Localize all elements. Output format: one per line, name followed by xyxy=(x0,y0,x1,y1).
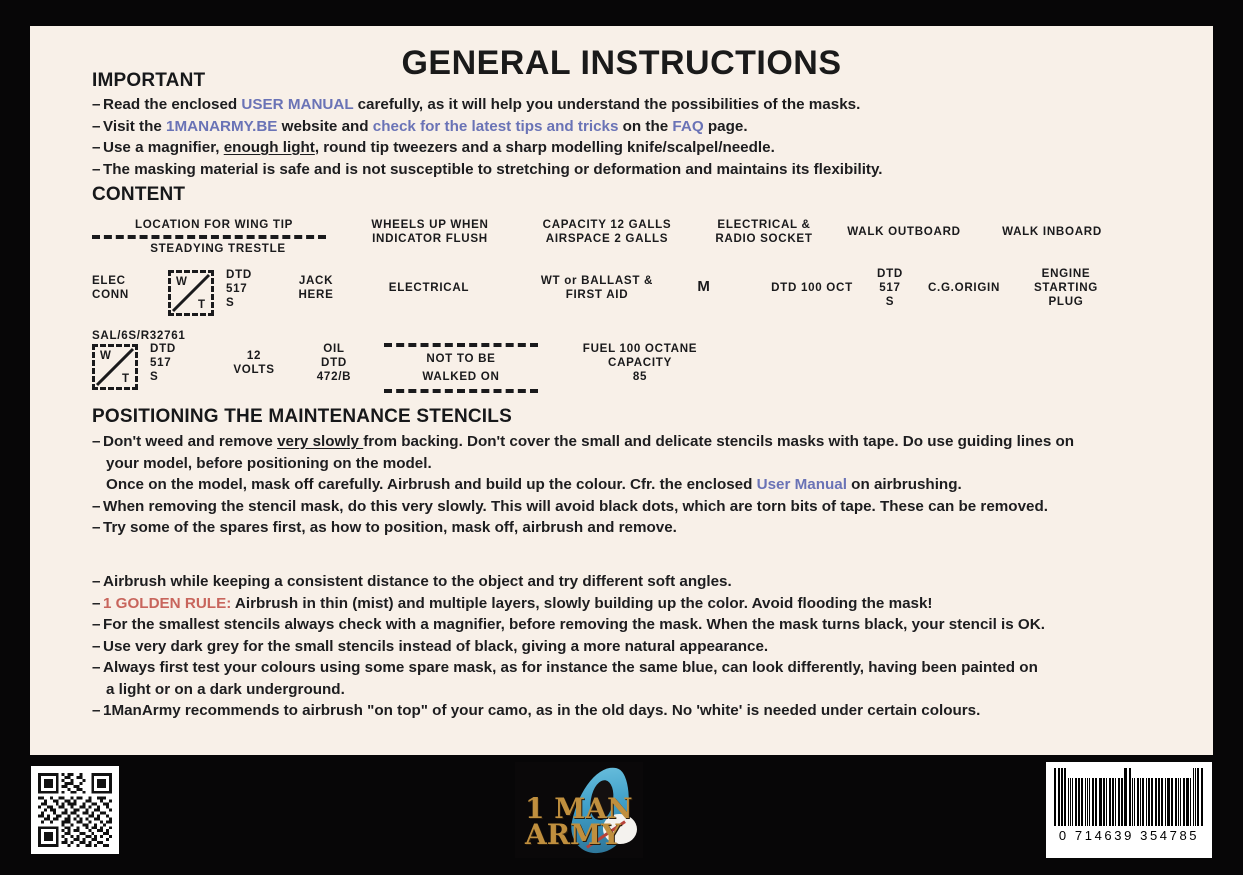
stencil-wt-symbol-row3 xyxy=(92,344,138,390)
instruction-line xyxy=(92,571,1045,593)
stencil-fuel-l1: FUEL 100 OCTANE xyxy=(582,342,698,355)
barcode-bar xyxy=(1171,778,1173,826)
instruction-line xyxy=(92,94,883,116)
wt-diagonal-icon xyxy=(168,270,214,316)
barcode-bar xyxy=(1075,778,1078,826)
text-plain: For the smallest stencils always check with a magnifier, before removing the mask. When the mask turns black, your stencil is OK. xyxy=(103,616,1045,633)
barcode-bar xyxy=(1068,778,1069,826)
bullet-dash-icon: – xyxy=(92,573,101,590)
instruction-line xyxy=(92,657,1045,679)
barcode-bar xyxy=(1087,778,1088,826)
text-plain: carefully, as it will help you understand the possibilities of the masks. xyxy=(353,96,861,113)
stencil-12-volts-l1: 12 xyxy=(246,349,262,362)
bullet-dash-icon: – xyxy=(92,96,101,113)
instruction-line xyxy=(92,679,1045,701)
barcode-bar xyxy=(1132,778,1133,826)
stencil-engine-plug-l3: PLUG xyxy=(1048,295,1084,308)
bullet-dash-icon: – xyxy=(92,160,101,178)
important-lines xyxy=(92,94,883,180)
stencil-walk-inboard: WALK INBOARD xyxy=(1002,225,1102,238)
barcode-bar xyxy=(1158,778,1160,826)
stencil-wheels-up-line1: WHEELS UP WHEN xyxy=(371,218,489,231)
stencil-engine-plug-l2: STARTING xyxy=(1034,281,1098,294)
stencil-electrical: ELECTRICAL xyxy=(388,281,470,294)
barcode-bar xyxy=(1180,778,1181,826)
bullet-dash-icon: – xyxy=(92,117,101,135)
stencil-jack-here-l1: JACK xyxy=(298,274,334,287)
stencil-dtd517s-row3-l3: S xyxy=(150,370,159,383)
stencil-dtd517s-row2-l3: S xyxy=(226,296,235,309)
barcode-bar xyxy=(1183,778,1185,826)
stencil-oil-l2: DTD xyxy=(321,356,347,369)
text-plain: The masking material is safe and is not susceptible to stretching or deformation and maintains its flexibility. xyxy=(103,160,883,178)
barcode-bar xyxy=(1070,778,1071,826)
stencil-dtd517s-row2b-l3: S xyxy=(885,295,895,308)
wt-symbol-t: T xyxy=(197,299,205,311)
instruction-line xyxy=(92,700,1045,722)
text-plain: Try some of the spares first, as how to position, mask off, airbrush and remove. xyxy=(103,519,677,536)
text-plain: page. xyxy=(703,117,748,135)
wt-symbol-t: T xyxy=(121,373,129,385)
instruction-line xyxy=(92,137,883,159)
text-link[interactable]: FAQ xyxy=(672,117,704,135)
text-plain: Use very dark grey for the small stencils instead of black, giving a more natural appearance. xyxy=(103,637,769,655)
page-title: GENERAL INSTRUCTIONS xyxy=(401,44,842,82)
stencil-dtd-100-oct: DTD 100 OCT xyxy=(771,281,853,294)
bullet-dash-icon: – xyxy=(92,659,101,676)
barcode-bar xyxy=(1092,778,1093,826)
barcode-bar xyxy=(1142,778,1144,826)
barcode-bar xyxy=(1134,778,1136,826)
brand-logo xyxy=(515,762,643,858)
section-heading-important: IMPORTANT xyxy=(92,70,206,91)
stencil-sal-code: SAL/6S/R32761 xyxy=(92,329,186,342)
logo-line-1: 1 MAN xyxy=(525,792,633,825)
not-walked-top-dashline xyxy=(384,343,538,347)
stencil-not-walked-l1: NOT TO BE xyxy=(426,352,496,365)
text-plain: When removing the stencil mask, do this very slowly. This will avoid black dots, which are torn bits of tape. These can be removed. xyxy=(103,497,1048,515)
text-plain: your model, before positioning on the model. xyxy=(106,454,432,472)
stencil-jack-here-l2: HERE xyxy=(298,288,334,301)
text-plain: on the xyxy=(618,117,673,135)
barcode-bar xyxy=(1146,778,1147,826)
instruction-line xyxy=(92,517,1074,539)
instruction-line xyxy=(92,474,1074,496)
text-plain: a light or on a dark underground. xyxy=(106,680,345,698)
barcode-bar xyxy=(1151,778,1154,826)
barcode-bar xyxy=(1124,768,1127,826)
barcode-bar xyxy=(1089,778,1090,826)
text-underline: very slowly xyxy=(277,433,364,450)
stencil-walk-outboard: WALK OUTBOARD xyxy=(847,225,961,238)
instruction-line xyxy=(92,431,1074,453)
barcode-bar xyxy=(1112,778,1114,826)
barcode-bar xyxy=(1058,768,1060,826)
qr-code-icon xyxy=(38,773,112,847)
barcode-bar xyxy=(1178,778,1180,826)
instruction-line xyxy=(92,496,1074,518)
bullet-dash-icon: – xyxy=(92,616,101,633)
stencil-content-board xyxy=(92,212,1152,394)
stencil-dtd517s-row2-l2: 517 xyxy=(226,282,248,295)
bullet-dash-icon: – xyxy=(92,139,101,156)
stencil-capacity-line1: CAPACITY 12 GALLS xyxy=(542,218,672,231)
barcode-bar xyxy=(1106,778,1107,826)
stencil-oil-l3: 472/B xyxy=(316,370,352,383)
barcode-bar xyxy=(1175,778,1177,826)
stencil-ballast-l1: WT or BALLAST & xyxy=(540,274,654,287)
bullet-dash-icon: – xyxy=(92,519,101,536)
barcode-bar xyxy=(1095,778,1097,826)
barcode-bar xyxy=(1190,778,1191,826)
bullet-dash-icon: – xyxy=(92,594,101,612)
barcode-bar xyxy=(1161,778,1164,826)
stencil-elec-conn-line2: CONN xyxy=(92,288,129,301)
stencil-cg-origin: C.G.ORIGIN xyxy=(927,281,1001,294)
instruction-line xyxy=(92,636,1045,658)
barcode-bar xyxy=(1140,778,1141,826)
text-plain: on airbrushing. xyxy=(846,476,962,493)
stencil-fuel-l3: 85 xyxy=(632,370,648,383)
barcode-bar xyxy=(1137,778,1139,826)
text-underline: enough light xyxy=(223,139,315,156)
stencil-dtd517s-row3-l1: DTD xyxy=(150,342,176,355)
instruction-line xyxy=(92,593,1045,615)
barcode-bar xyxy=(1115,778,1116,826)
stencil-dtd517s-row2b-l1: DTD xyxy=(877,267,903,280)
section-heading-content: CONTENT xyxy=(92,184,186,205)
stencil-oil-l1: OIL xyxy=(323,342,345,355)
barcode-bar xyxy=(1121,778,1124,826)
barcode-bar xyxy=(1148,778,1150,826)
barcode-bar xyxy=(1103,778,1105,826)
barcode-bar xyxy=(1078,778,1080,826)
positioning-lines xyxy=(92,431,1074,539)
barcode-bar xyxy=(1186,778,1189,826)
not-walked-bottom-dashline xyxy=(384,389,538,393)
text-plain: Read the enclosed xyxy=(103,96,242,113)
bullet-dash-icon: – xyxy=(92,497,101,515)
instruction-line xyxy=(92,453,1074,475)
barcode-bar xyxy=(1085,778,1086,826)
stencil-dtd517s-row2-l1: DTD xyxy=(226,268,252,281)
instruction-line xyxy=(92,614,1045,636)
barcode-bar xyxy=(1109,778,1112,826)
text-plain: Don't weed and remove xyxy=(103,433,278,450)
wt-symbol-w: W xyxy=(100,350,111,362)
stencil-wt-symbol-row2 xyxy=(168,270,214,316)
stencil-not-walked-l2: WALKED ON xyxy=(422,370,500,383)
paper-panel xyxy=(30,26,1213,755)
barcode-bars xyxy=(1054,768,1204,826)
text-plain: website and xyxy=(277,117,373,135)
stencil-electrical-radio-line2: RADIO SOCKET xyxy=(715,232,813,245)
barcode-bar xyxy=(1118,778,1120,826)
barcode-bar xyxy=(1193,768,1195,826)
wing-tip-dashline xyxy=(92,235,326,239)
stencil-ballast-l2: FIRST AID xyxy=(565,288,629,301)
stencil-wheels-up-line2: INDICATOR FLUSH xyxy=(372,232,488,245)
stencil-engine-plug-l1: ENGINE xyxy=(1041,267,1091,280)
text-plain: Use a magnifier, xyxy=(103,139,224,156)
wt-symbol-w: W xyxy=(176,276,187,288)
barcode-bar xyxy=(1155,778,1157,826)
text-plain: Airbrush in thin (mist) and multiple layers, slowly building up the color. Avoid flooding the mask! xyxy=(231,594,933,612)
barcode-bar xyxy=(1167,778,1170,826)
text-link[interactable]: check for the latest tips and tricks xyxy=(372,117,619,135)
barcode-bar xyxy=(1201,768,1203,826)
qr-code[interactable] xyxy=(31,766,119,854)
text-link[interactable]: USER MANUAL xyxy=(241,96,354,113)
text-plain: Always first test your colours using some spare mask, as for instance the same blue, can look differently, having been painted on xyxy=(103,659,1038,676)
barcode-bar xyxy=(1099,778,1102,826)
barcode-bar xyxy=(1165,778,1166,826)
text-plain: , round tip tweezers and a sharp modelling knife/scalpel/needle. xyxy=(314,139,775,156)
text-link[interactable]: User Manual xyxy=(756,476,847,493)
logo-line-2: ARMY xyxy=(525,818,621,851)
stencil-12-volts-l2: VOLTS xyxy=(233,363,275,376)
stencil-m-marker: M xyxy=(697,278,711,295)
stencil-dtd517s-row2b-l2: 517 xyxy=(879,281,901,294)
text-plain: Airbrush while keeping a consistent distance to the object and try different soft angles. xyxy=(103,573,732,590)
barcode-bar xyxy=(1064,768,1066,826)
instruction-line xyxy=(92,116,883,138)
barcode-bar xyxy=(1197,768,1199,826)
text-plain: 1ManArmy recommends to airbrush "on top" of your camo, as in the old days. No 'white' is needed under certain colours. xyxy=(103,702,981,719)
stencil-capacity-line2: AIRSPACE 2 GALLS xyxy=(545,232,669,245)
barcode-bar xyxy=(1081,778,1083,826)
wt-diagonal-icon xyxy=(92,344,138,390)
barcode-bar xyxy=(1129,768,1131,826)
instruction-line xyxy=(92,159,883,181)
stencil-fuel-l2: CAPACITY xyxy=(608,356,672,369)
barcode-bar xyxy=(1195,768,1196,826)
stencil-elec-conn-line1: ELEC xyxy=(92,274,126,287)
section-heading-positioning: POSITIONING THE MAINTENANCE STENCILS xyxy=(92,406,512,427)
barcode-bar xyxy=(1061,768,1064,826)
bullet-dash-icon: – xyxy=(92,433,101,450)
text-red: 1 GOLDEN RULE: xyxy=(103,594,232,612)
text-link[interactable]: 1MANARMY.BE xyxy=(166,117,278,135)
bullet-dash-icon: – xyxy=(92,637,101,655)
barcode-bar xyxy=(1072,778,1073,826)
stencil-wing-tip-bottom-label: STEADYING TRESTLE xyxy=(150,242,286,255)
stencil-dtd517s-row3-l2: 517 xyxy=(150,356,172,369)
barcode-bar xyxy=(1054,768,1056,826)
text-plain: Visit the xyxy=(103,117,167,135)
text-plain: Once on the model, mask off carefully. Airbrush and build up the colour. Cfr. the enclosed xyxy=(106,476,757,493)
barcode-number: 0 714639 354785 xyxy=(1058,828,1200,843)
airbrush-lines xyxy=(92,571,1045,722)
stencil-electrical-radio-line1: ELECTRICAL & xyxy=(717,218,811,231)
barcode xyxy=(1046,762,1212,858)
bullet-dash-icon: – xyxy=(92,702,101,719)
stencil-wing-tip-top-label: LOCATION FOR WING TIP xyxy=(134,218,294,231)
text-plain: from backing. Don't cover the small and delicate stencils masks with tape. Do use guiding lines on xyxy=(363,433,1075,450)
barcode-bar xyxy=(1093,778,1094,826)
